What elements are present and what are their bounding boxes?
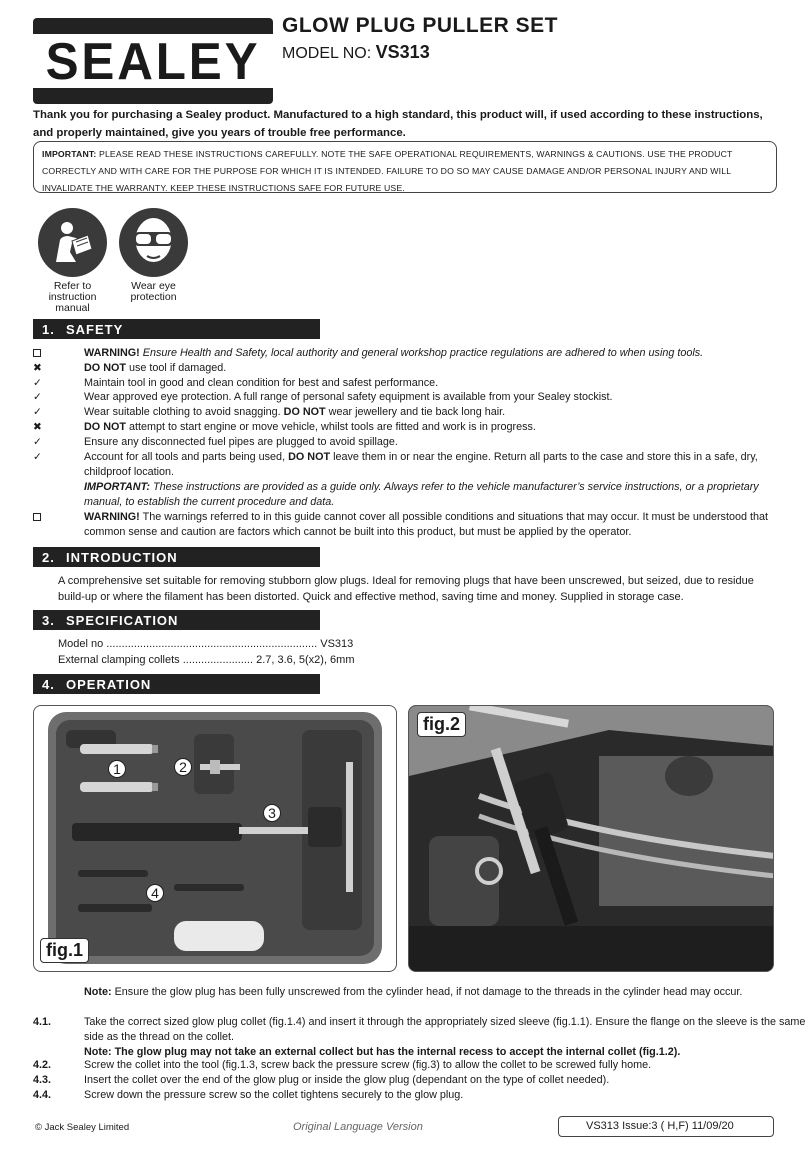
icon-label-goggles: Wear eye protection xyxy=(130,280,177,303)
section-operation-header: 4. OPERATION xyxy=(33,674,320,694)
footer-version: Original Language Version xyxy=(293,1121,423,1133)
introduction-text: A comprehensive set suitable for removing stubborn glow plugs. Ideal for removing plugs that have been unscrewed, but seized, due to residue build-up or where the filament has been distorted. Quick and effective method, saving time and money. Supplied in storage case. xyxy=(58,575,754,603)
fig1-label: fig.1 xyxy=(40,938,89,963)
tick-icon: ✓ xyxy=(33,406,42,418)
callout-4: 4 xyxy=(146,884,164,902)
tick-icon: ✓ xyxy=(33,436,42,448)
goggles-icon xyxy=(119,208,188,277)
page-title: GLOW PLUG PULLER SET xyxy=(282,14,558,37)
checkbox-square-icon xyxy=(33,513,41,521)
callout-3: 3 xyxy=(263,804,281,822)
spec-model: Model no ..................................................................... VS313 xyxy=(58,638,354,650)
sealey-logo xyxy=(33,18,273,104)
footer-issue: VS313 Issue:3 ( H,F) 11/09/20 xyxy=(558,1116,774,1137)
tick-icon: ✓ xyxy=(33,391,42,403)
figure-1-tool-case xyxy=(33,705,397,972)
icon-label-manual: Refer to instruction manual xyxy=(48,280,97,314)
section-specification-header: 3. SPECIFICATION xyxy=(33,610,320,630)
spec-collets: External clamping collets ....................... 2.7, 3.6, 5(x2), 6mm xyxy=(58,654,355,666)
footer-copyright: © Jack Sealey Limited xyxy=(35,1122,130,1133)
tick-icon: ✓ xyxy=(33,377,42,389)
cross-icon: ✖ xyxy=(33,362,42,374)
model-number: MODEL NO: VS313 xyxy=(282,42,430,62)
important-notice: IMPORTANT: PLEASE READ THESE INSTRUCTIONS CAREFULLY. NOTE THE SAFE OPERATIONAL REQUIREMENTS, WARNINGS & CAUTIONS. USE THE PRODUCT CORRECTLY AND WITH CARE FOR THE PURPOSE FOR WHICH IT IS INTENDED. FAILURE TO DO SO MAY CAUSE DAMAGE AND/OR PERSONAL INJURY AND WILL INVALIDATE THE WARRANTY. KEEP THESE INSTRUCTIONS SAFE FOR FUTURE USE. xyxy=(33,141,777,193)
section-introduction-header: 2. INTRODUCTION xyxy=(33,547,320,567)
intro-text: Thank you for purchasing a Sealey product. Manufactured to a high standard, this product will, if used according to these instructions, and properly maintained, give you years of trouble free performance. xyxy=(33,109,763,139)
logo-text: SEALEY xyxy=(45,33,261,91)
callout-2: 2 xyxy=(174,758,192,776)
cross-icon: ✖ xyxy=(33,421,42,433)
figure-2-engine-bay xyxy=(408,705,774,972)
manual-reader-icon xyxy=(38,208,107,277)
callout-1: 1 xyxy=(108,760,126,778)
tick-icon: ✓ xyxy=(33,451,42,463)
checkbox-square-icon xyxy=(33,349,41,357)
section-safety-header: 1. SAFETY xyxy=(33,319,320,339)
fig2-label: fig.2 xyxy=(417,712,466,737)
